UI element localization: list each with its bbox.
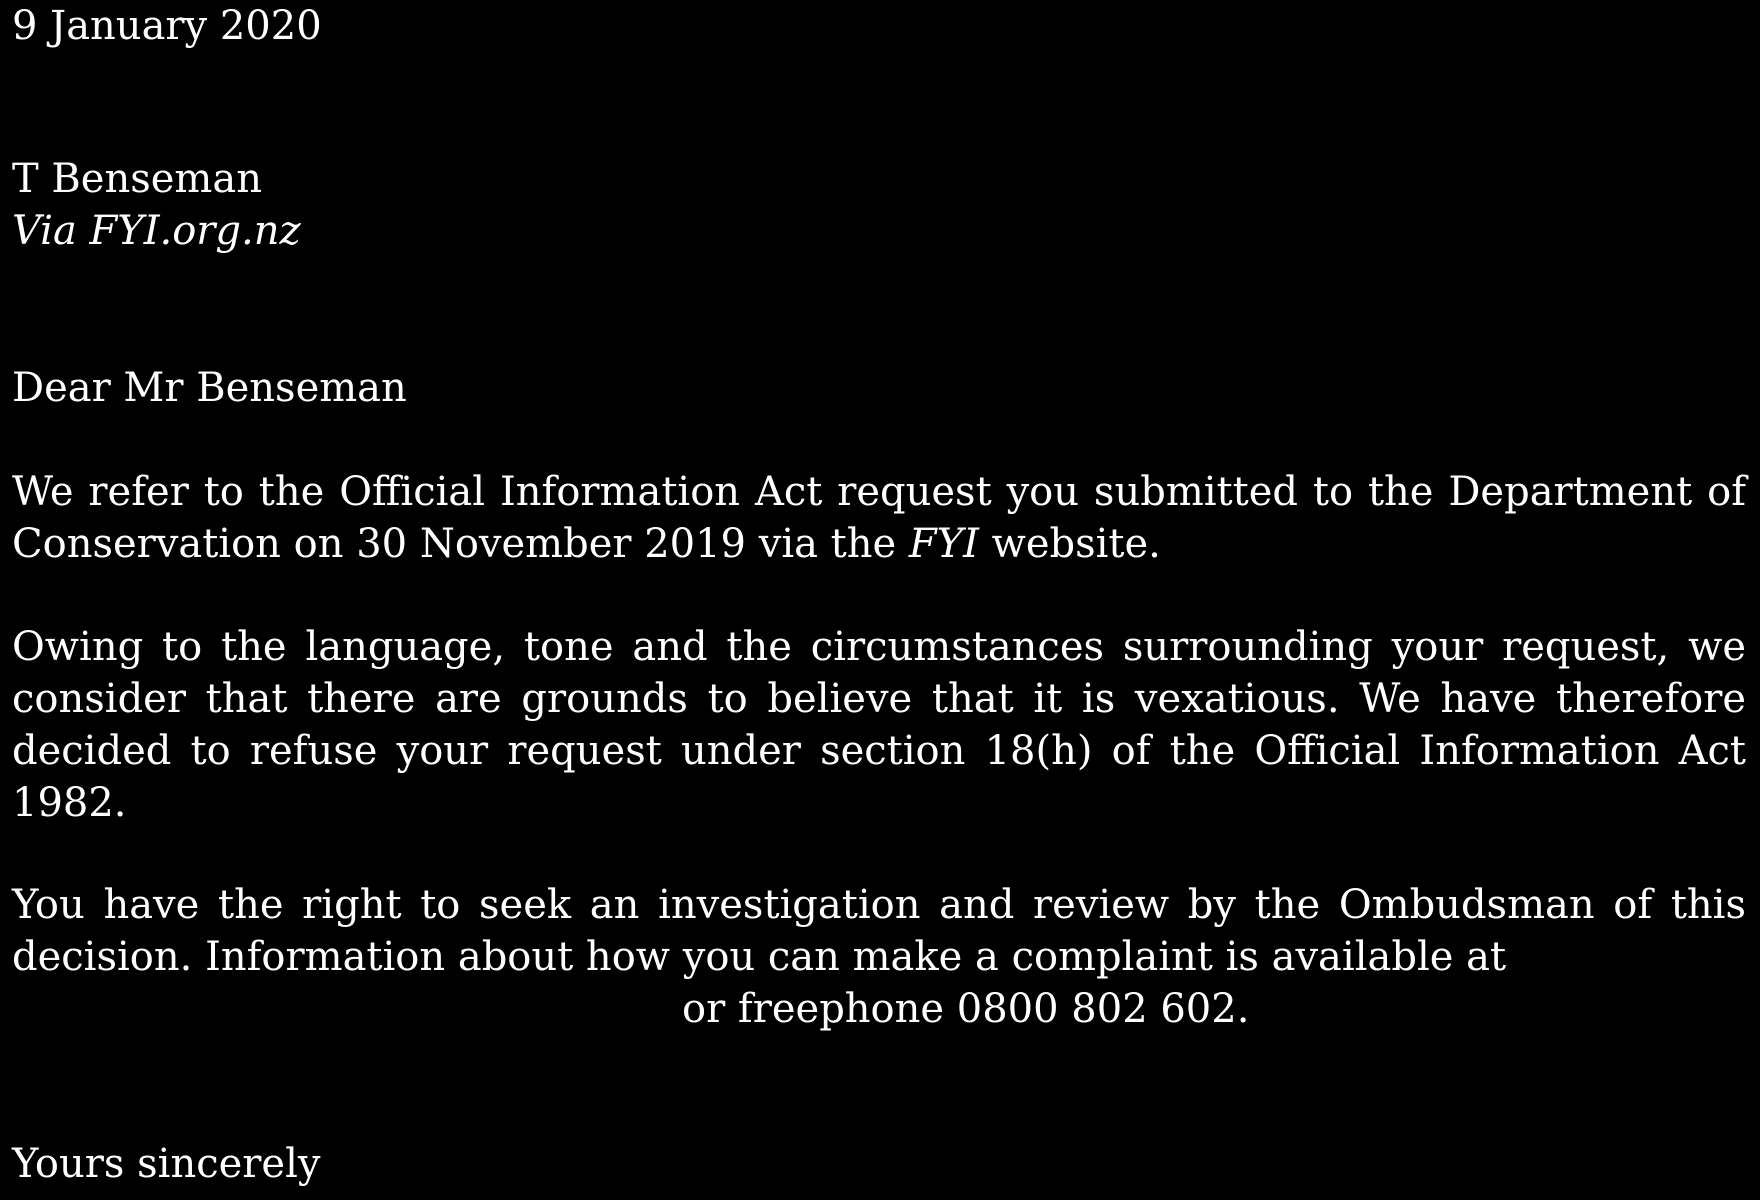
ombudsman-text: You have the right to seek an investigation and review by the Ombudsman of this decision. Information about how you can make a complaint is available at [12, 882, 1746, 980]
recipient-name: T Benseman [12, 156, 262, 202]
paragraph-request-reference [12, 466, 1746, 570]
paragraph-refusal: Owing to the language, tone and the circumstances surrounding your request, we consider that there are grounds to believe that it is vexatious. We have therefore decided to refuse your request under section 18(h) of the Official Information Act 1982. [12, 624, 1746, 826]
fyi-italic-text: FYI [908, 521, 979, 567]
paragraph-request-text-end: website. [978, 521, 1161, 567]
salutation: Dear Mr Benseman [12, 365, 407, 411]
freephone-text: or freephone 0800 802 602. [682, 986, 1250, 1032]
letter-date: 9 January 2020 [12, 3, 322, 49]
recipient-block [12, 153, 301, 257]
closing: Yours sincerely [12, 1141, 321, 1187]
recipient-via: Via FYI.org.nz [12, 208, 301, 254]
paragraph-ombudsman [12, 879, 1746, 1035]
paragraph-request-text: We refer to the Official Information Act request you submitted to the Department of Conservation on 30 November 2019 via the [12, 469, 1746, 567]
